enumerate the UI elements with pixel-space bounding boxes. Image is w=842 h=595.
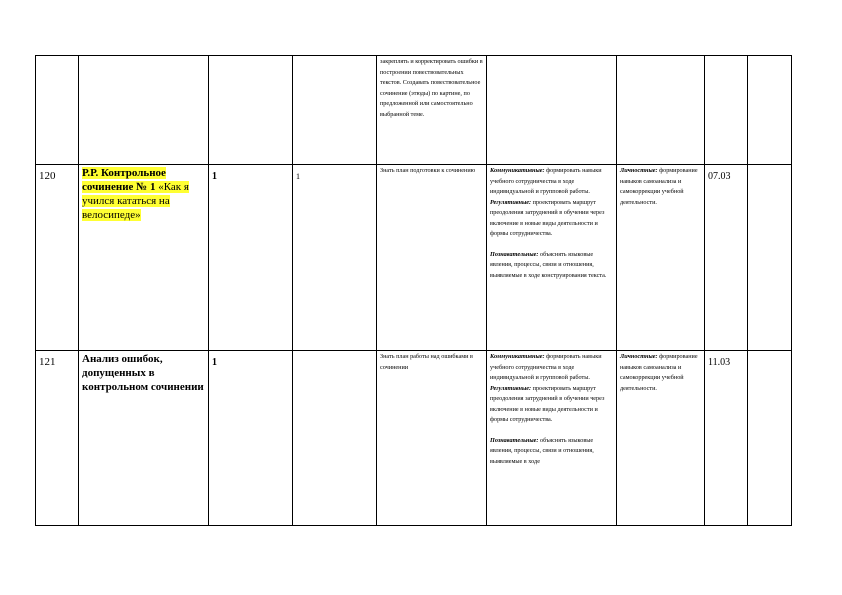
cell-personal [617,165,705,351]
hours: 1 [212,357,217,368]
lesson-number: 120 [39,170,56,182]
cog-text: объяснять языковые явления, процессы, связи и отношения, выявляемые в ходе [490,436,594,465]
cell-date [705,165,748,351]
cell-date [705,56,748,165]
cell-content [377,351,487,526]
personal-text [620,352,701,394]
personal-head: Личностные: [620,353,658,360]
reg-head: Регулятивные: [490,198,532,206]
cell-uud [487,351,617,526]
cell-extra [748,56,792,165]
cell-title [79,351,209,526]
cell-extra [748,351,792,526]
cell-number [36,165,79,351]
hours: 1 [212,171,217,182]
cell-personal [617,56,705,165]
date: 11.03 [708,357,731,368]
lesson-number: 121 [39,356,56,368]
lesson-title: Анализ ошибок, допущенных в контрольном сочинении [82,353,204,393]
table-row [36,351,792,526]
cell-col4 [293,56,377,165]
content-text: Знать план работы над ошибками в сочинении [380,353,473,371]
lesson-title [82,166,205,222]
title-quote: «Как я учился кататься на велосипеде» [82,181,189,221]
cell-title [79,56,209,165]
content-text: Знать план подготовки к сочинению [380,167,476,174]
cell-extra [748,165,792,351]
title-number: № 1 [136,181,156,193]
cell-hours [209,351,293,526]
table-row [36,56,792,165]
reg-head: Регулятивные: [490,384,532,392]
cell-number [36,56,79,165]
cog-head: Познавательные: [490,250,539,258]
cell-date [705,351,748,526]
cell-uud [487,165,617,351]
comm-text: формировать навыки учебного сотрудничества в ходе индивидуальной и групповой работы. [490,353,602,381]
cell-hours [209,56,293,165]
content-text: закреплять и корректировать ошибки в построении повествовательных текстов. Создавать повествовательное сочинение (этюды) по картине, по предложенной или самостоятельно выбранной теме. [380,58,483,118]
cell-number [36,351,79,526]
personal-body: формирование навыков самоанализа и самокоррекции учебной деятельности. [620,353,698,392]
cog-head: Познавательные: [490,436,539,444]
reg-text: проектировать маршрут преодоления затруднений в обучении через включение в новые виды деятельности и формы сотрудничества. [490,198,605,237]
cell-content [377,165,487,351]
cog-text: объяснять языковые явления, процессы, связи и отношения, выявляемые в ходе конструирования текста. [490,250,607,279]
cell-uud [487,56,617,165]
cell-content [377,56,487,165]
date: 07.03 [708,171,731,182]
comm-text: формировать навыки учебного сотрудничества в ходе индивидуальной и групповой работы. [490,167,602,195]
title-plain: Р.Р. Контрольное сочинение [82,167,166,193]
cell-title [79,165,209,351]
col4-value: 1 [296,172,300,181]
reg-text: проектировать маршрут преодоления затруднений в обучении через включение в новые виды деятельности и формы сотрудничества. [490,384,605,423]
cell-hours [209,165,293,351]
cell-personal [617,351,705,526]
personal-head: Личностные: [620,167,658,174]
comm-head: Коммуникативные: [490,353,545,360]
uud-text [490,166,613,281]
personal-text [620,166,701,208]
uud-text [490,352,613,467]
comm-head: Коммуникативные: [490,167,545,174]
table-row [36,165,792,351]
cell-col4 [293,165,377,351]
cell-col4 [293,351,377,526]
personal-body: формирование навыков самоанализа и самокоррекции учебной деятельности. [620,167,698,206]
lesson-plan-table [35,55,792,526]
